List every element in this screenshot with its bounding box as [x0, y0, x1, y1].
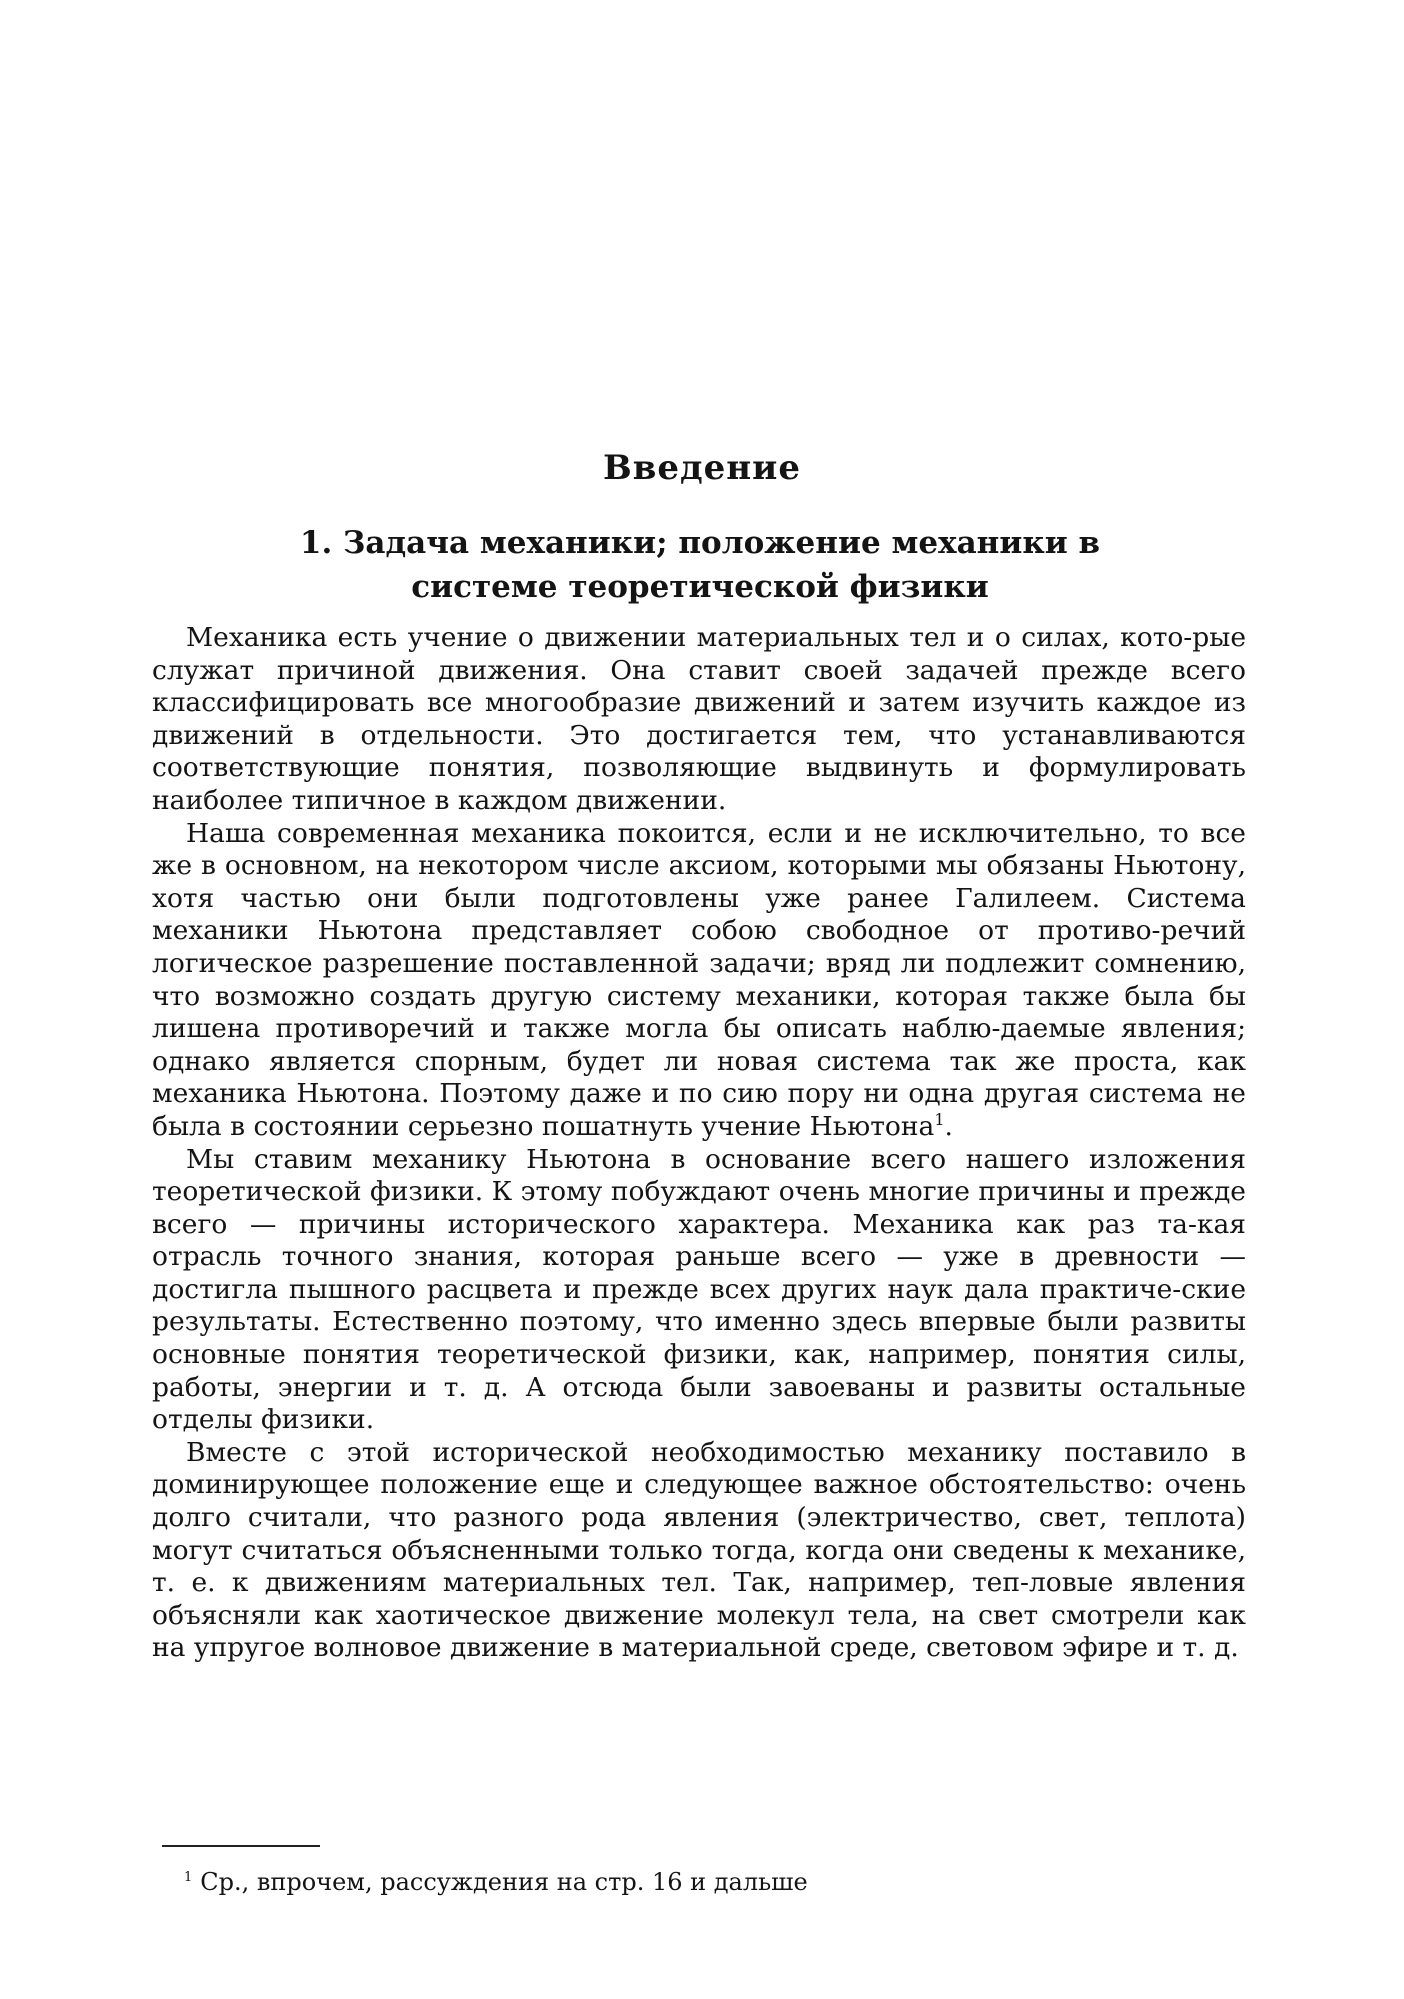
- footnote-divider: [162, 1845, 320, 1847]
- section-heading: 1. Задача механики; положение механики в системе теоретической физики: [299, 525, 1101, 605]
- footnote-reference: 1: [934, 1110, 945, 1130]
- body-text: [152, 622, 1246, 1665]
- paragraph-2-text: Наша современная механика покоится, если и не исключительно, то все же в основном, на некотором числе аксиом, которыми мы обязаны Ньютону, хотя частью они были подготовлены уже ранее Галилеем. Система механики Ньютона представляет собою свободное от противо-речий логическое разрешение поставленной задачи; вряд ли подлежит сомнению, что возможно создать другую систему механики, которая также была бы лишена противоречий и также могла бы описать наблю-даемые явления; однако является спорным, будет ли новая система так же проста, как механика Ньютона. Поэтому даже и по сию пору ни одна другая система не была в состоянии серьезно пошатнуть учение Ньютона: [152, 817, 1246, 1142]
- footnote-marker: 1: [184, 1870, 193, 1885]
- paragraph-4: Вместе с этой исторической необходимостью механику поставило в доминирующее положение еще и следующее важное обстоятельство: очень долго считали, что разного рода явления (электричество, свет, теплота) могут считаться объясненными только тогда, когда они сведены к механике, т. е. к движениям материальных тел. Так, например, теп-ловые явления объясняли как хаотическое движение молекул тела, на свет смотрели как на упругое волновое движение в материальной среде, световом эфире и т. д.: [152, 1436, 1246, 1664]
- footnote: [184, 1863, 808, 1897]
- paragraph-2: Наша современная механика покоится, если и не исключительно, то все же в основном, на некотором числе аксиом, которыми мы обязаны Ньютону, хотя частью они были подготовлены уже ранее Галилеем. Система механики Ньютона представляет собою свободное от противо-речий логическое разрешение поставленной задачи; вряд ли подлежит сомнению, что возможно создать другую систему механики, которая также была бы лишена противоречий и также могла бы описать наблю-даемые явления; однако является спорным, будет ли новая система так же проста, как механика Ньютона. Поэтому даже и по сию пору ни одна другая система не была в состоянии серьезно пошатнуть учение Ньютона$^1$.: [152, 817, 1246, 1142]
- footnote-text: Ср., впрочем, рассуждения на стр. 16 и дальше: [200, 1868, 808, 1896]
- paragraph-3: Мы ставим механику Ньютона в основание всего нашего изложения теоретической физики. К этому побуждают очень многие причины и прежде всего — причины исторического характера. Механика как раз та-кая отрасль точного знания, которая раньше всего — уже в древности — достигла пышного расцвета и прежде всех других наук дала практиче-ские результаты. Естественно поэтому, что именно здесь впервые были развиты основные понятия теоретической физики, как, например, понятия силы, работы, энергии и т. д. А отсюда были завоеваны и развиты остальные отделы физики.: [152, 1143, 1246, 1436]
- chapter-title: Введение: [602, 448, 802, 488]
- paragraph-1: Механика есть учение о движении материальных тел и о силах, кото-рые служат причиной движения. Она ставит своей задачей прежде всего классифицировать все многообразие движений и затем изучить каждое из движений в отдельности. Это достигается тем, что устанавливаются соответствующие понятия, позволяющие выдвинуть и формулировать наиболее типичное в каждом движении.: [152, 622, 1246, 816]
